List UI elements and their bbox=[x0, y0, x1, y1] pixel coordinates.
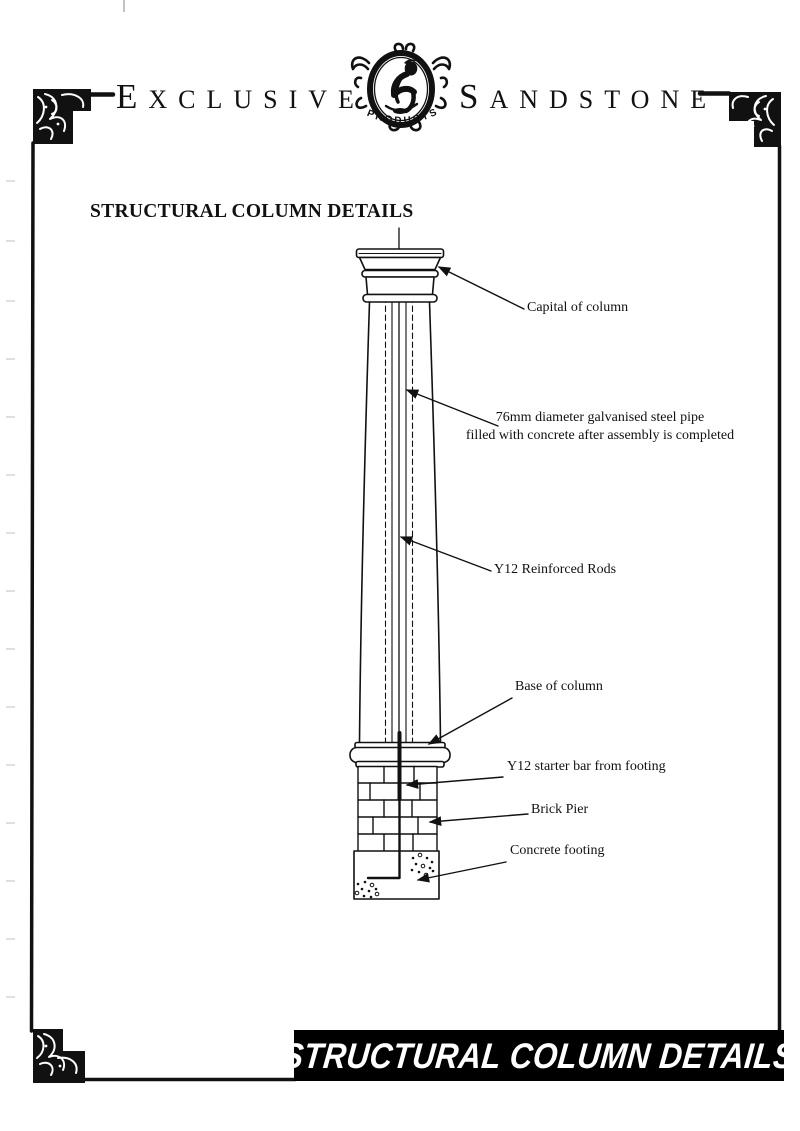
cherub-medallion-logo bbox=[352, 44, 450, 130]
callout-footing-label: Concrete footing bbox=[510, 843, 605, 858]
scan-tick bbox=[6, 764, 15, 766]
scan-tick bbox=[6, 532, 15, 534]
corner-ornament-top-right bbox=[729, 92, 781, 147]
arrow-brick-pier bbox=[430, 814, 528, 822]
footer-banner bbox=[280, 1030, 798, 1081]
callout-rods-label: Y12 Reinforced Rods bbox=[494, 562, 617, 577]
brand-word-sandstone: SANDSTONE bbox=[459, 77, 718, 116]
callout-steel-pipe-line1: 76mm diameter galvanised steel pipe bbox=[495, 410, 705, 425]
callout-capital-label: Capital of column bbox=[527, 300, 629, 315]
scan-tick bbox=[6, 416, 15, 418]
scan-tick bbox=[6, 474, 15, 476]
callout-base-label: Base of column bbox=[515, 679, 603, 694]
footer-banner-text: STRUCTURAL COLUMN DETAILS bbox=[280, 1034, 798, 1075]
scan-mark bbox=[123, 0, 125, 12]
logo-caption-text: PRODUCTS bbox=[365, 106, 441, 127]
scan-tick bbox=[6, 300, 15, 302]
page-title: STRUCTURAL COLUMN DETAILS bbox=[90, 201, 414, 222]
arrow-base bbox=[429, 698, 512, 744]
callout-starter-bar-label: Y12 starter bar from footing bbox=[507, 759, 666, 774]
callout-steel-pipe-label bbox=[462, 409, 738, 445]
callout-brick-pier-label: Brick Pier bbox=[531, 802, 589, 817]
column-drawing bbox=[350, 228, 450, 899]
corner-ornament-bottom-left bbox=[33, 1029, 85, 1083]
scan-tick bbox=[6, 938, 15, 940]
scan-tick bbox=[6, 648, 15, 650]
column-shaft bbox=[360, 302, 441, 743]
arrow-capital bbox=[439, 267, 524, 309]
scan-tick bbox=[6, 240, 15, 242]
scan-tick bbox=[6, 880, 15, 882]
callout-steel-pipe-line2: filled with concrete after assembly is completed bbox=[465, 428, 735, 443]
scan-tick bbox=[6, 590, 15, 592]
scan-tick bbox=[6, 996, 15, 998]
arrow-rods bbox=[401, 537, 491, 571]
scan-tick bbox=[6, 822, 15, 824]
brand-word-exclusive: EXCLUSIVE bbox=[116, 77, 365, 116]
scan-tick bbox=[6, 180, 15, 182]
concrete-footing-drawing bbox=[354, 851, 439, 899]
scan-tick bbox=[6, 358, 15, 360]
scan-tick bbox=[6, 706, 15, 708]
column-capital bbox=[357, 249, 444, 302]
corner-ornament-top-left bbox=[33, 89, 91, 144]
